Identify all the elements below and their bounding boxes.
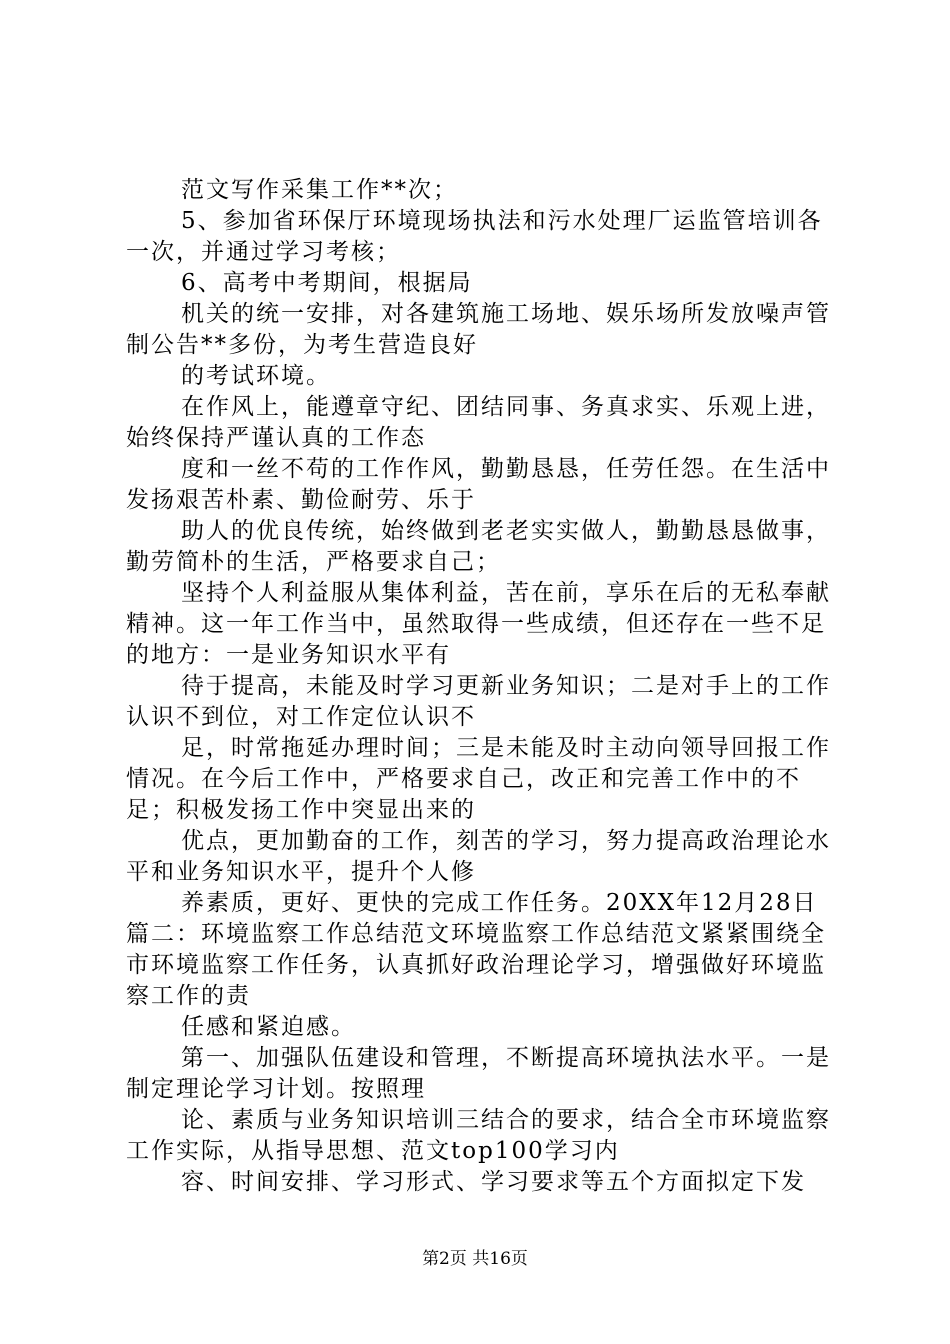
paragraph: 容、时间安排、学习形式、学习要求等五个方面拟定下发: [181, 1169, 806, 1195]
paragraph: 养素质，更好、更快的完成工作任务。20XX年12月28日篇二：环境监察工作总结范文环境监察工作总结范文紧紧围绕全市环境监察工作任务，认真抓好政治理论学习，增强做好环境监察工作的责: [126, 890, 826, 1009]
paragraph: 的考试环境。: [181, 363, 331, 389]
paragraph: 范文写作采集工作**次；: [181, 177, 458, 203]
paragraph: 坚持个人利益服从集体利益，苦在前，享乐在后的无私奉献精神。这一年工作当中，虽然取得一些成绩，但还存在一些不足的地方：一是业务知识水平有: [126, 580, 831, 668]
paragraph: 6、高考中考期间，根据局: [181, 270, 473, 296]
paragraph: 5、参加省环保厅环境现场执法和污水处理厂运监管培训各一次，并通过学习考核；: [126, 208, 823, 265]
paragraph: 机关的统一安排，对各建筑施工场地、娱乐场所发放噪声管制公告**多份，为考生营造良好: [126, 301, 831, 358]
paragraph: 度和一丝不苟的工作作风，勤勤恳恳，任劳任怨。在生活中发扬艰苦朴素、勤俭耐劳、乐于: [126, 456, 831, 513]
paragraph: 论、素质与业务知识培训三结合的要求，结合全市环境监察工作实际，从指导思想、范文top100学习内: [126, 1107, 831, 1164]
paragraph: 助人的优良传统，始终做到老老实实做人，勤勤恳恳做事，勤劳简朴的生活，严格要求自己；: [126, 518, 831, 575]
paragraph: 第一、加强队伍建设和管理，不断提高环境执法水平。一是制定理论学习计划。按照理: [126, 1045, 831, 1102]
document-body: [126, 175, 836, 1198]
paragraph: 足，时常拖延办理时间；三是未能及时主动向领导回报工作情况。在今后工作中，严格要求自己，改正和完善工作中的不足；积极发扬工作中突显出来的: [126, 735, 831, 823]
paragraph: 待于提高，未能及时学习更新业务知识；二是对手上的工作认识不到位，对工作定位认识不: [126, 673, 831, 730]
paragraph: 任感和紧迫感。: [181, 1014, 356, 1040]
page-number: 第2页 共16页: [422, 1249, 528, 1269]
paragraph: 在作风上，能遵章守纪、团结同事、务真求实、乐观上进，始终保持严谨认真的工作态: [126, 394, 831, 451]
paragraph: 优点，更加勤奋的工作，刻苦的学习，努力提高政治理论水平和业务知识水平，提升个人修: [126, 828, 831, 885]
